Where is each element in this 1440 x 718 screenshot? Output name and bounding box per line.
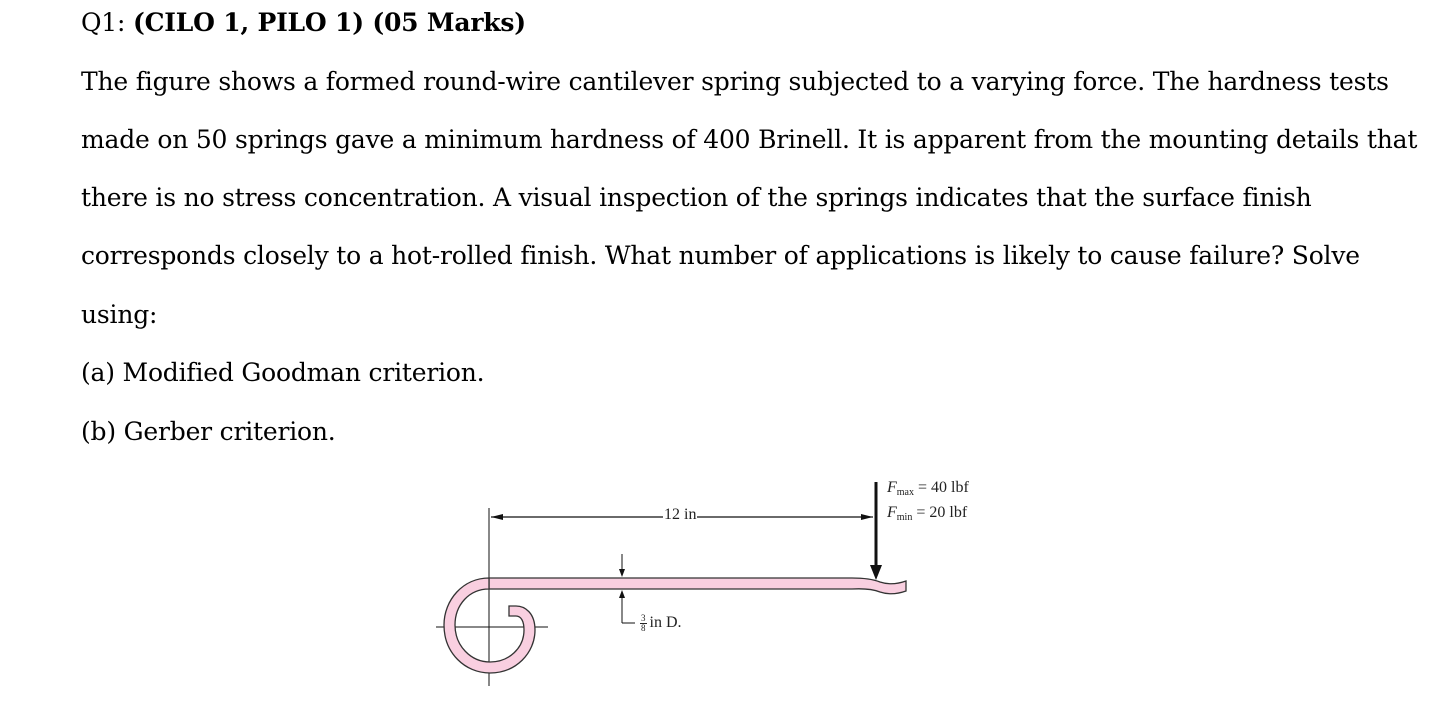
- fmax-subscript: max: [896, 487, 914, 498]
- question-text-line-2: made on 50 springs gave a minimum hardness of 400 Brinell. It is apparent from the mounting details that: [81, 125, 1418, 154]
- fmax-label: [887, 479, 969, 498]
- part-a-text: (a) Modified Goodman criterion.: [81, 358, 485, 387]
- cantilever-spring-figure: [430, 470, 1010, 695]
- fmax-value: = 40 lbf: [914, 479, 969, 496]
- fmin-value: = 20 lbf: [912, 504, 968, 521]
- force-arrow-head: [870, 565, 882, 580]
- question-text-line-4: corresponds closely to a hot-rolled finish. What number of applications is likely to cause failure? Solve: [81, 241, 1360, 270]
- question-text-line-1: The figure shows a formed round-wire cantilever spring subjected to a varying force. The hardness tests: [81, 67, 1389, 96]
- question-heading: [81, 8, 526, 37]
- diameter-fraction: [640, 614, 647, 633]
- dimension-arrow-right: [861, 514, 873, 520]
- spring-arm: [489, 578, 906, 594]
- question-marks: (CILO 1, PILO 1) (05 Marks): [132, 8, 526, 37]
- diameter-label: [640, 614, 682, 633]
- question-text-line-3: there is no stress concentration. A visual inspection of the springs indicates that the surface finish: [81, 183, 1312, 212]
- diameter-denominator: 8: [641, 623, 646, 633]
- fmin-symbol: F: [887, 504, 897, 521]
- fmin-label: [887, 504, 967, 523]
- dimension-arrow-left: [491, 514, 503, 520]
- part-b-text: (b) Gerber criterion.: [81, 417, 336, 446]
- fmin-subscript: min: [896, 512, 913, 523]
- diameter-top-arrowhead: [619, 569, 625, 577]
- length-dimension-label: 12 in: [664, 506, 697, 523]
- fmax-symbol: F: [887, 479, 897, 496]
- diameter-numerator: 3: [641, 613, 646, 623]
- question-text-line-5: using:: [81, 300, 158, 329]
- diameter-text: in D.: [649, 614, 682, 632]
- diameter-bottom-arrowhead: [619, 590, 625, 598]
- question-number: Q1:: [81, 8, 133, 37]
